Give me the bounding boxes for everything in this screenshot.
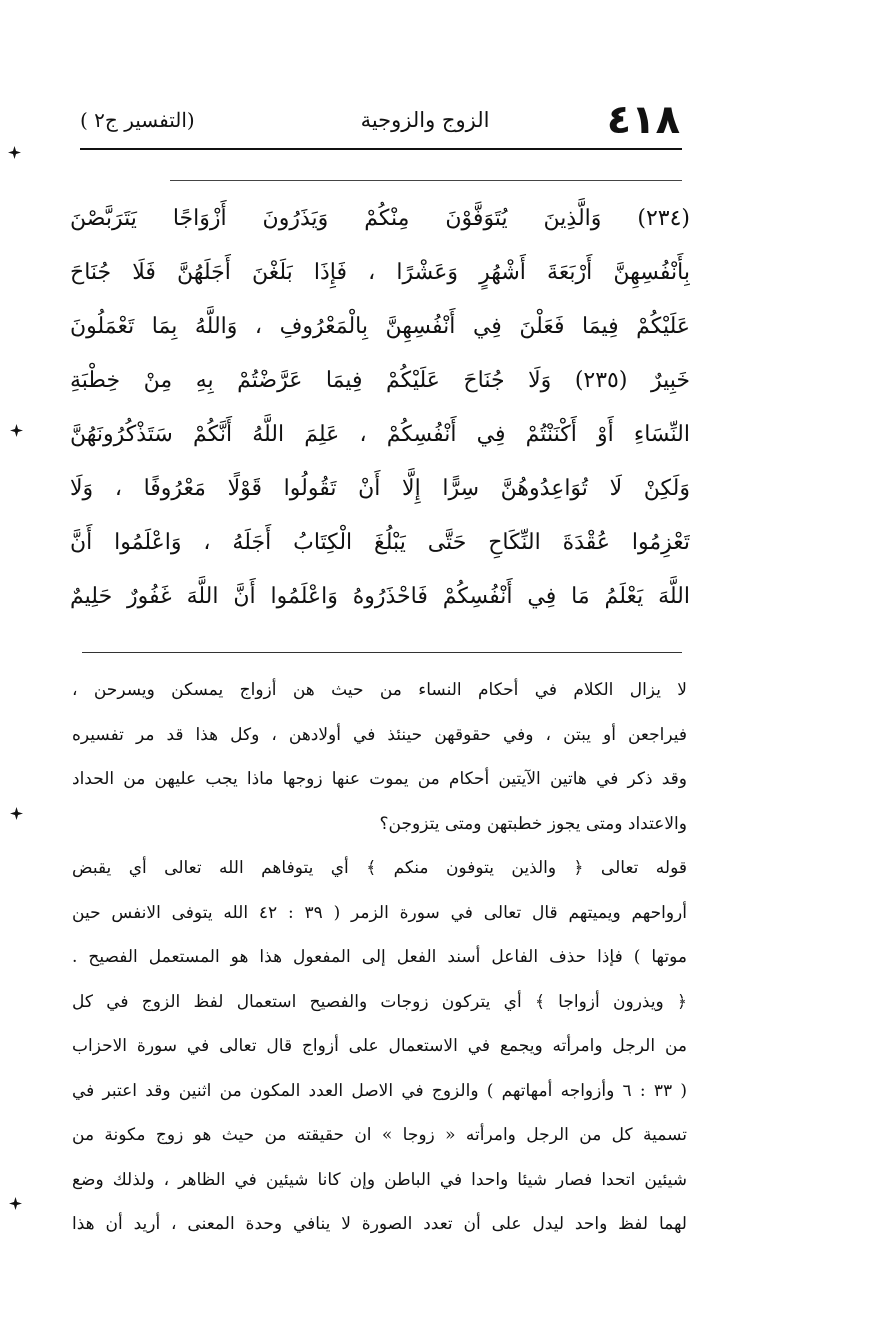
- commentary-line: ﴿ ويذرون أزواجا ﴾ أي يتركون زوجات والفصيح استعمال لفظ الزوج في كل: [72, 991, 687, 1012]
- running-title: الزوج والزوجية: [360, 108, 490, 132]
- commentary-line: تسمية كل من الرجل وامرأته « زوجا » ان حقيقته من حيث هو زوج مكونة من: [72, 1125, 687, 1145]
- commentary-line: من الرجل وامرأته ويجمع في الاستعمال على أزواج قال تعالى في سورة الاحزاب: [72, 1036, 687, 1056]
- commentary-line: وقد ذكر في هاتين الآيتين أحكام من يموت عنها زوجها ماذا يجب عليهن من الحداد: [72, 769, 687, 789]
- verse-top-rule: [170, 180, 682, 181]
- verse-line: بِأَنْفُسِهِنَّ أَرْبَعَةَ أَشْهُرٍ وَعَشْرًا ، فَإِذَا بَلَغْنَ أَجَلَهُنَّ فَلَا جُنَاحَ: [70, 260, 690, 285]
- commentary-line: لهما لفظ واحد ليدل على أن تعدد الصورة لا ينافي وحدة المعنى ، أريد أن هذا: [72, 1214, 687, 1234]
- commentary-line: شيئين اتحدا فصار شيئا واحدا في الباطن وإن كانا شيئين في الظاهر ، ولذلك وضع: [72, 1169, 687, 1190]
- section-separator-rule: [82, 652, 682, 653]
- binding-hole-mark-icon: [10, 807, 23, 820]
- commentary-line: موتها ) فإذا حذف الفاعل أسند الفعل إلى المفعول هذا هو المستعمل الفصيح .: [72, 947, 687, 967]
- verse-line: خَبِيرٌ (٢٣٥) وَلَا جُنَاحَ عَلَيْكُمْ فِيمَا عَرَّضْتُمْ بِهِ مِنْ خِطْبَةِ: [70, 368, 690, 393]
- verse-line: تَعْزِمُوا عُقْدَةَ النِّكَاحِ حَتَّى يَبْلُغَ الْكِتَابُ أَجَلَهُ ، وَاعْلَمُوا أَنَّ: [70, 530, 690, 555]
- commentary-block: [72, 668, 687, 1247]
- binding-hole-mark-icon: [8, 146, 21, 159]
- header-rule: [80, 148, 682, 150]
- verse-line: عَلَيْكُمْ فِيمَا فَعَلْنَ فِي أَنْفُسِهِنَّ بِالْمَعْرُوفِ ، وَاللَّهُ بِمَا تَعْمَلُونَ: [70, 314, 690, 339]
- verse-line: وَلَكِنْ لَا تُوَاعِدُوهُنَّ سِرًّا إِلَّا أَنْ تَقُولُوا قَوْلًا مَعْرُوفًا ، وَلَا: [70, 476, 690, 501]
- commentary-line: ( ٣٣ : ٦ وأزواجه أمهاتهم ) والزوج في الاصل العدد المكون من اثنين وقد اعتبر في: [72, 1080, 687, 1101]
- page-number: ٤١٨: [606, 97, 680, 143]
- verse-line: (٢٣٤) وَالَّذِينَ يُتَوَفَّوْنَ مِنْكُمْ وَيَذَرُونَ أَزْوَاجًا يَتَرَبَّصْنَ: [70, 206, 690, 231]
- quran-verse-block: [70, 192, 690, 624]
- series-label: (التفسير ج٢ ): [80, 108, 195, 132]
- commentary-line: أرواحهم ويميتهم قال تعالى في سورة الزمر ( ٣٩ : ٤٢ الله يتوفى الانفس حين: [72, 902, 687, 923]
- commentary-line: فيراجعن أو يبتن ، وفي حقوقهن حينئذ في أولادهن ، وكل هذا قد مر تفسيره: [72, 724, 687, 745]
- commentary-line: والاعتداد ومتى يجوز خطبتهن ومتى يتزوجن؟: [379, 813, 687, 834]
- page-header: [80, 96, 680, 144]
- binding-hole-mark-icon: [9, 1197, 22, 1210]
- commentary-line: قوله تعالى ﴿ والذين يتوفون منكم ﴾ أي يتوفاهم الله تعالى أي يقبض: [72, 858, 687, 878]
- commentary-line: لا يزال الكلام في أحكام النساء من حيث هن أزواج يمسكن ويسرحن ،: [72, 680, 687, 700]
- binding-hole-mark-icon: [10, 424, 23, 437]
- verse-line: النِّسَاءِ أَوْ أَكْنَنْتُمْ فِي أَنْفُسِكُمْ ، عَلِمَ اللَّهُ أَنَّكُمْ سَتَذْكُرُونَهُنَّ: [70, 422, 690, 447]
- verse-line: اللَّهَ يَعْلَمُ مَا فِي أَنْفُسِكُمْ فَاحْذَرُوهُ وَاعْلَمُوا أَنَّ اللَّهَ غَفُورٌ حَلِيمٌ: [70, 584, 690, 609]
